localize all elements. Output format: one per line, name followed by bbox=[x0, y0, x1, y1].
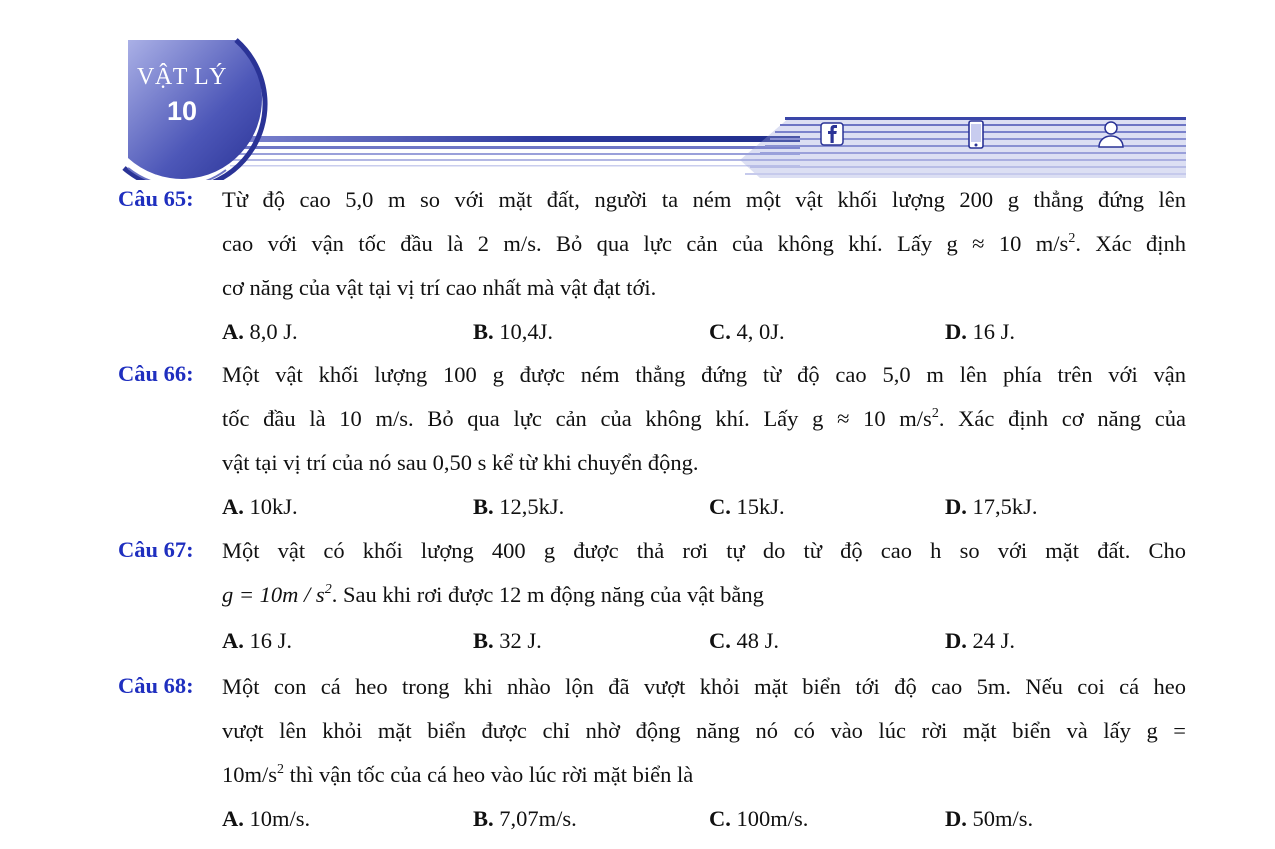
subject-title: VẬT LÝ bbox=[137, 64, 227, 90]
question-label: Câu 65: bbox=[118, 186, 194, 211]
question-line: Một vật có khối lượng 400 g được thả rơi tự do từ độ cao h so với mặt đất. Cho bbox=[222, 538, 1186, 563]
question-line: $g = 10m / s^2$. Sau khi rơi được 12 m động năng của vật bằng bbox=[222, 582, 764, 607]
option-c[interactable]: C. 4, 0J. bbox=[709, 319, 785, 344]
question-line: vượt lên khỏi mặt biển được chỉ nhờ động năng nó có vào lúc rời mặt biển và lấy g = bbox=[222, 718, 1186, 743]
option-c[interactable]: C. 100m/s. bbox=[709, 806, 809, 831]
option-b[interactable]: B. 32 J. bbox=[473, 628, 542, 653]
option-d[interactable]: D. 50m/s. bbox=[945, 806, 1034, 831]
question-line: cơ năng của vật tại vị trí cao nhất mà vật đạt tới. bbox=[222, 275, 657, 300]
question-line: Từ độ cao 5,0 m so với mặt đất, người ta ném một vật khối lượng 200 g thẳng đứng lên bbox=[222, 187, 1186, 212]
question-line: Một con cá heo trong khi nhào lộn đã vượt khỏi mặt biển tới độ cao 5m. Nếu coi cá heo bbox=[222, 674, 1186, 699]
option-b[interactable]: B. 10,4J. bbox=[473, 319, 554, 344]
answer-options bbox=[222, 627, 1186, 671]
question-line: tốc đầu là 10 m/s. Bỏ qua lực cản của không khí. Lấy g ≈ 10 $m/s^2$. Xác định cơ năng của bbox=[222, 406, 1186, 431]
user-icon[interactable] bbox=[1096, 119, 1126, 149]
option-c[interactable]: C. 15kJ. bbox=[709, 494, 785, 519]
option-b[interactable]: B. 12,5kJ. bbox=[473, 494, 565, 519]
answer-options bbox=[222, 805, 1186, 849]
question-line: Một vật khối lượng 100 g được ném thẳng đứng từ độ cao 5,0 m lên phía trên với vận bbox=[222, 362, 1186, 387]
question-label: Câu 67: bbox=[118, 537, 194, 562]
option-d[interactable]: D. 16 J. bbox=[945, 319, 1016, 344]
option-a[interactable]: A. 10kJ. bbox=[222, 494, 298, 519]
header-lines bbox=[230, 136, 800, 167]
question-text bbox=[222, 537, 1186, 671]
option-d[interactable]: D. 17,5kJ. bbox=[945, 494, 1038, 519]
option-d[interactable]: D. 24 J. bbox=[945, 628, 1016, 653]
option-b[interactable]: B. 7,07m/s. bbox=[473, 806, 577, 831]
question-line: vật tại vị trí của nó sau 0,50 s kể từ khi chuyển động. bbox=[222, 450, 699, 475]
question-text bbox=[222, 186, 1186, 362]
page-header bbox=[0, 0, 1275, 180]
grade-number: 10 bbox=[166, 96, 198, 126]
question-text bbox=[222, 673, 1186, 849]
gravity-formula: g = 10m / s bbox=[222, 582, 325, 607]
option-a[interactable]: A. 8,0 J. bbox=[222, 319, 298, 344]
question-line: $10m/s^2$ thì vận tốc của cá heo vào lúc rời mặt biển là bbox=[222, 762, 694, 787]
facebook-icon[interactable] bbox=[820, 122, 844, 146]
question-label: Câu 68: bbox=[118, 673, 194, 698]
question-text bbox=[222, 361, 1186, 537]
question-line: cao với vận tốc đầu là 2 m/s. Bỏ qua lực cản của không khí. Lấy g ≈ 10 $m/s^2$. Xác định bbox=[222, 231, 1186, 256]
option-a[interactable]: A. 16 J. bbox=[222, 628, 293, 653]
option-c[interactable]: C. 48 J. bbox=[709, 628, 780, 653]
question-label: Câu 66: bbox=[118, 361, 194, 386]
phone-icon[interactable] bbox=[966, 120, 986, 150]
option-a[interactable]: A. 10m/s. bbox=[222, 806, 311, 831]
answer-options bbox=[222, 318, 1186, 362]
answer-options bbox=[222, 493, 1186, 537]
